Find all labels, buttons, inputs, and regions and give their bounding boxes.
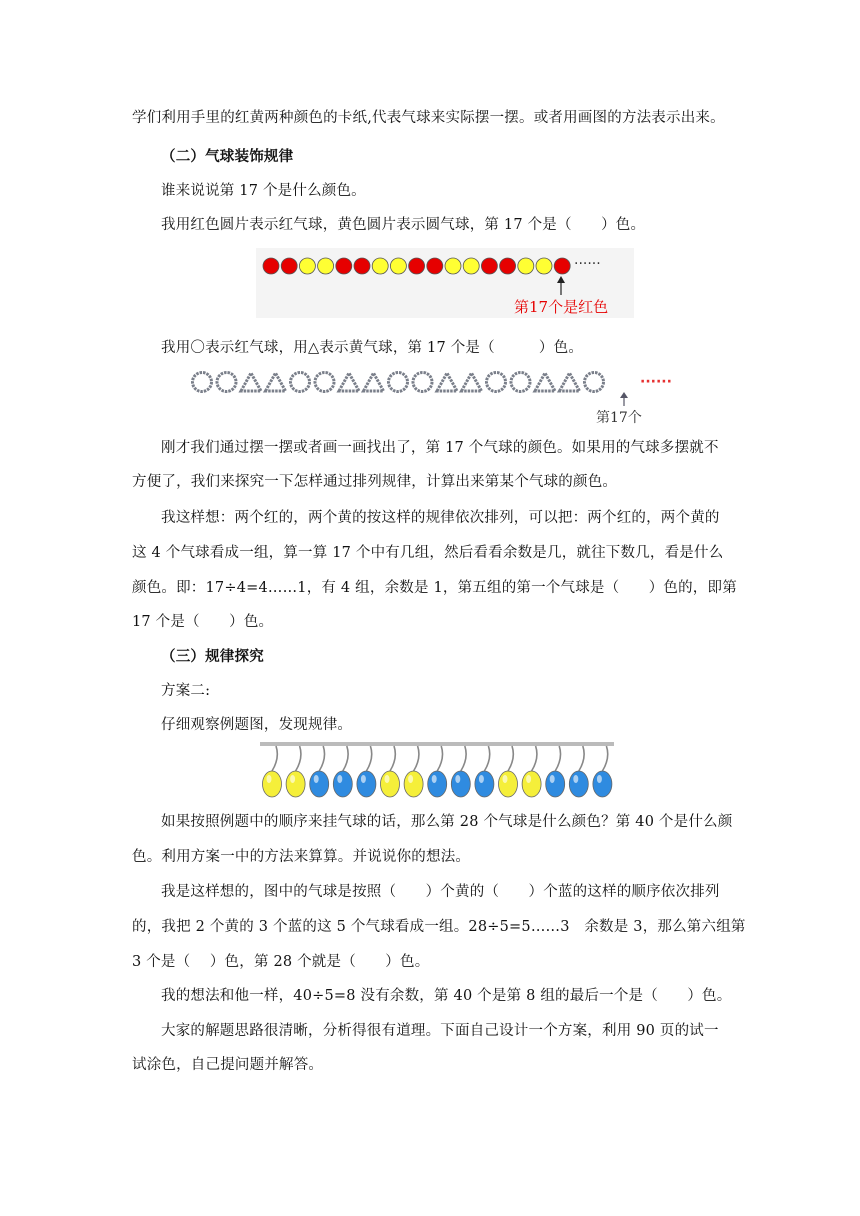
- paragraph-plan-two: 方案二:: [161, 683, 211, 699]
- balloon-blue: [357, 771, 376, 797]
- balloon-highlight: [385, 775, 390, 783]
- balloon-string: [390, 746, 395, 771]
- paragraph-method: 色。利用方案一中的方法来算算。并说说你的想法。: [132, 849, 471, 865]
- paragraph-question-17: 谁来说说第 17 个是什么颜色。: [161, 183, 366, 199]
- pointer-arrow-head: [557, 276, 565, 283]
- paragraph-summary-2: 方便了，我们来探究一下怎样通过排列规律，计算出来第某个气球的颜色。: [132, 474, 618, 490]
- balloon-string: [602, 746, 607, 771]
- balloon-blue: [546, 771, 565, 797]
- balloon-yellow: [263, 771, 282, 797]
- disc-red: [481, 258, 497, 274]
- balloon-blue: [428, 771, 447, 797]
- balloon-string: [532, 746, 537, 771]
- paragraph-answer-2: 的，我把 2 个黄的 3 个蓝的这 5 个气球看成一组。28÷5=5……3 余数是 3，那么第六组第: [132, 919, 746, 935]
- balloon-blue: [451, 771, 470, 797]
- balloon-yellow: [381, 771, 400, 797]
- disc-red: [500, 258, 516, 274]
- balloon-string: [366, 746, 371, 771]
- balloon-highlight: [550, 775, 555, 783]
- balloon-highlight: [526, 775, 531, 783]
- shape-circle: [487, 373, 506, 392]
- shape-17-label: 第17个: [596, 410, 642, 426]
- balloon-yellow: [404, 771, 423, 797]
- shape-triangle: [364, 373, 384, 391]
- balloon-highlight: [597, 775, 602, 783]
- ellipsis-dots-red: ······: [640, 374, 672, 390]
- paragraph-shape-symbols: 我用〇表示红气球，用△表示黄气球，第 17 个是（ ）色。: [161, 340, 584, 356]
- balloon-string: [272, 746, 277, 771]
- paragraph-red-disc: 我用红色圆片表示红气球，黄色圆片表示圆气球，第 17 个是（ ）色。: [161, 217, 646, 233]
- balloon-string: [319, 746, 324, 771]
- disc-yellow: [390, 258, 406, 274]
- paragraph-answer-40: 我的想法和他一样，40÷5=8 没有余数，第 40 个是第 8 组的最后一个是（ ）色。: [161, 988, 732, 1004]
- balloon-blue: [569, 771, 588, 797]
- balloon-highlight: [314, 775, 319, 783]
- disc-yellow: [372, 258, 388, 274]
- balloon-highlight: [267, 775, 272, 783]
- paragraph-think-2: 这 4 个气球看成一组，算一算 17 个中有几组，然后看看余数是几，就往下数几，看是什么: [132, 545, 724, 561]
- disc-red: [263, 258, 279, 274]
- paragraph-question-28-40: 如果按照例题中的顺序来挂气球的话，那么第 28 个气球是什么颜色？第 40 个是什么颜: [161, 814, 733, 830]
- paragraph-design-2: 试涂色，自己提问题并解答。: [132, 1057, 324, 1073]
- disc-yellow: [518, 258, 534, 274]
- shape-circle: [291, 373, 310, 392]
- disc-17-label: 第17个是红色: [514, 298, 609, 316]
- shape-triangle: [560, 373, 580, 391]
- paragraph-think-1: 我这样想：两个红的，两个黄的按这样的规律依次排列，可以把：两个红的，两个黄的: [161, 510, 720, 526]
- balloon-highlight: [455, 775, 460, 783]
- balloon-blue: [333, 771, 352, 797]
- balloon-highlight: [479, 775, 484, 783]
- disc-yellow: [536, 258, 552, 274]
- balloon-blue: [475, 771, 494, 797]
- heading-balloon-pattern: （二）气球装饰规律: [161, 148, 294, 165]
- shape-triangle: [241, 373, 261, 391]
- ellipsis-dots: ······: [574, 256, 601, 272]
- balloon-highlight: [503, 775, 508, 783]
- heading-pattern-explore: （三）规律探究: [161, 648, 264, 665]
- disc-red: [427, 258, 443, 274]
- balloon-highlight: [290, 775, 295, 783]
- shape-circle: [315, 373, 334, 392]
- balloon-blue: [593, 771, 612, 797]
- paragraph-think-3: 颜色。即：17÷4=4……1，有 4 组，余数是 1，第五组的第一个气球是（ ）色的，即第: [132, 580, 737, 596]
- balloon-string: [296, 746, 301, 771]
- shape-triangle: [339, 373, 359, 391]
- discs-svg: [256, 248, 634, 318]
- disc-yellow: [299, 258, 315, 274]
- hanging-rod: [260, 742, 614, 746]
- balloon-string: [343, 746, 348, 771]
- shape-circle: [389, 373, 408, 392]
- figure-colored-discs: [256, 248, 634, 318]
- disc-yellow: [318, 258, 334, 274]
- balloon-yellow: [499, 771, 518, 797]
- shape-circle: [217, 373, 236, 392]
- paragraph-observe: 仔细观察例题图，发现规律。: [161, 717, 353, 733]
- shape-triangle: [462, 373, 482, 391]
- shape-triangle: [437, 373, 457, 391]
- paragraph-answer-1: 我是这样想的，图中的气球是按照（ ）个黄的（ ）个蓝的这样的顺序依次排列: [161, 884, 720, 900]
- shape-circle: [585, 373, 604, 392]
- balloon-string: [579, 746, 584, 771]
- shape-triangle: [266, 373, 286, 391]
- balloon-highlight: [432, 775, 437, 783]
- balloon-highlight: [337, 775, 342, 783]
- paragraph-intro: 学们利用手里的红黄两种颜色的卡纸,代表气球来实际摆一摆。或者用画图的方法表示出来。: [132, 110, 725, 126]
- balloon-yellow: [286, 771, 305, 797]
- disc-red: [554, 258, 570, 274]
- disc-yellow: [463, 258, 479, 274]
- disc-red: [354, 258, 370, 274]
- paragraph-summary-1: 刚才我们通过摆一摆或者画一画找出了，第 17 个气球的颜色。如果用的气球多摆就不: [161, 440, 719, 456]
- balloon-string: [484, 746, 489, 771]
- balloon-string: [414, 746, 419, 771]
- paragraph-design-1: 大家的解题思路很清晰，分析得很有道理。下面自己设计一个方案，利用 90 页的试一: [161, 1023, 719, 1039]
- shapes-svg: [188, 368, 698, 426]
- shape-circle: [193, 373, 212, 392]
- balloon-highlight: [573, 775, 578, 783]
- disc-red: [409, 258, 425, 274]
- balloon-string: [437, 746, 442, 771]
- paragraph-think-4: 17 个是（ ）色。: [132, 614, 274, 630]
- disc-red: [336, 258, 352, 274]
- balloons-svg: [258, 738, 616, 800]
- disc-yellow: [445, 258, 461, 274]
- balloon-string: [461, 746, 466, 771]
- disc-red: [281, 258, 297, 274]
- shape-circle: [413, 373, 432, 392]
- balloon-string: [508, 746, 513, 771]
- balloon-yellow: [522, 771, 541, 797]
- balloon-blue: [310, 771, 329, 797]
- figure-hanging-balloons: [258, 738, 616, 800]
- figure-shapes: [188, 368, 698, 426]
- balloon-string: [555, 746, 560, 771]
- shape-triangle: [535, 373, 555, 391]
- shape-circle: [511, 373, 530, 392]
- paragraph-answer-3: 3 个是（ ）色，第 28 个就是（ ）色。: [132, 954, 430, 970]
- balloon-highlight: [361, 775, 366, 783]
- pointer-arrow-head: [620, 392, 628, 398]
- balloon-highlight: [408, 775, 413, 783]
